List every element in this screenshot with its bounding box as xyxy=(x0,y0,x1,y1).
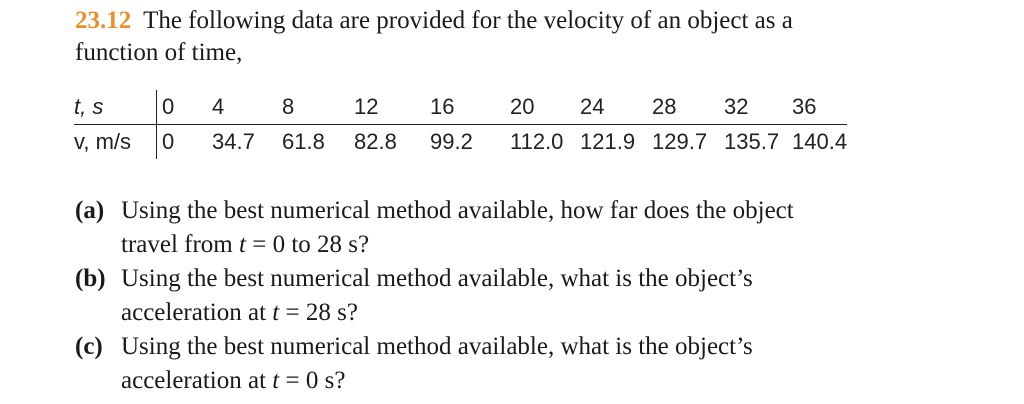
time-cell: 12 xyxy=(354,90,430,125)
problem-statement xyxy=(75,5,835,69)
velocity-cell: 82.8 xyxy=(354,129,397,154)
time-cell: 20 xyxy=(510,90,580,125)
time-row-label: t, s xyxy=(74,90,157,125)
part-b-text: Using the best numerical method available, what is the object’s acceleration at t = 28 s? xyxy=(121,265,753,326)
velocity-row-label: v, m/s xyxy=(74,129,132,154)
part-a xyxy=(75,194,835,262)
velocity-cell: 0 xyxy=(157,125,213,160)
velocity-cell: 121.9 xyxy=(580,129,636,154)
time-cell: 4 xyxy=(212,90,282,125)
time-cell: 8 xyxy=(282,90,354,125)
part-a-label: (a) xyxy=(75,197,105,224)
velocity-cell: 99.2 xyxy=(430,129,473,154)
part-a-text: Using the best numerical method available, how far does the object travel from t = 0 to 28 s? xyxy=(121,197,794,258)
part-c-label: (c) xyxy=(75,333,103,360)
question-parts xyxy=(75,194,835,398)
time-cell: 36 xyxy=(792,90,847,125)
part-c-text: Using the best numerical method available, what is the object’s acceleration at t = 0 s? xyxy=(121,333,753,394)
problem-number: 23.12 xyxy=(75,7,132,34)
time-cell: 0 xyxy=(157,90,213,125)
time-cell: 16 xyxy=(430,90,510,125)
velocity-row xyxy=(74,125,847,160)
part-b-label: (b) xyxy=(75,265,106,292)
time-row xyxy=(74,90,847,125)
velocity-cell: 112.0 xyxy=(510,129,564,154)
velocity-cell: 129.7 xyxy=(652,129,708,154)
velocity-cell: 135.7 xyxy=(724,129,780,154)
velocity-data-table xyxy=(74,90,847,159)
velocity-cell: 140.4 xyxy=(792,129,848,154)
part-c xyxy=(75,330,835,398)
velocity-cell: 61.8 xyxy=(282,129,325,154)
time-cell: 32 xyxy=(724,90,792,125)
part-b xyxy=(75,262,835,330)
time-cell: 24 xyxy=(580,90,652,125)
problem-intro: The following data are provided for the velocity of an object as a function of time, xyxy=(75,7,793,66)
velocity-cell: 34.7 xyxy=(212,129,255,154)
time-cell: 28 xyxy=(652,90,724,125)
